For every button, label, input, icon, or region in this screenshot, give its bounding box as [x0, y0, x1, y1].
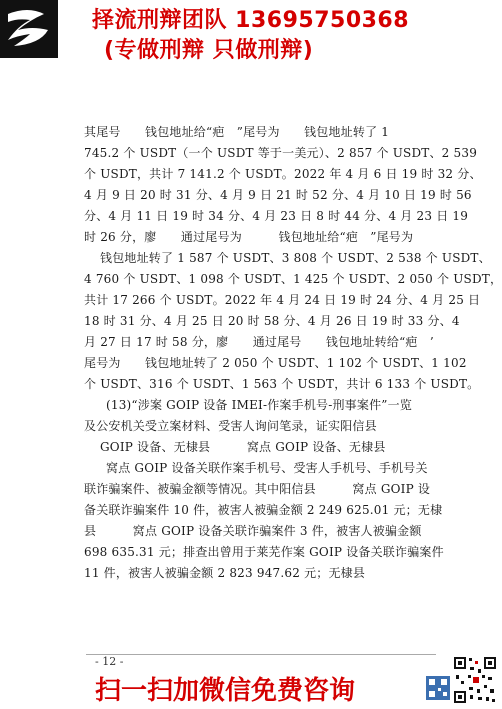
banner-title: 择流刑辩团队 13695750368 — [92, 8, 410, 33]
doc-line: 745.2 个 USDT（一个 USDT 等于一美元）、2 857 个 USDT、2 539 — [84, 146, 478, 160]
doc-line: 联诈骗案件、被骗金额等情况。其中阳信县 窝点 GOIP 设 — [84, 482, 431, 496]
doc-line: 4 月 9 日 20 时 31 分、4 月 9 日 21 时 52 分、4 月 10 日 19 时 56 — [84, 188, 472, 202]
doc-line: 18 时 31 分、4 月 25 日 20 时 58 分、4 月 26 日 19 时 33 分、4 — [84, 314, 460, 328]
qr-code-icon[interactable] — [452, 655, 498, 705]
doc-line: 时 26 分，廖 通过尾号为 钱包地址给“疤 ”尾号为 — [84, 230, 414, 244]
doc-line: 4 760 个 USDT、1 098 个 USDT、1 425 个 USDT、2 050 个 USDT， — [84, 272, 502, 286]
doc-line: 分、4 月 11 日 19 时 34 分、4 月 23 日 8 时 44 分、4 月 23 日 19 — [84, 209, 469, 223]
small-qr-icon — [426, 676, 450, 700]
doc-line: 个 USDT，共计 7 141.2 个 USDT。2022 年 4 月 6 日 19 时 32 分、 — [84, 167, 482, 181]
doc-line: 其尾号 钱包地址给“疤 ”尾号为 钱包地址转了 1 — [84, 125, 390, 139]
document-body — [84, 122, 502, 584]
doc-line: 窝点 GOIP 设备关联作案手机号、受害人手机号、手机号关 — [106, 461, 428, 475]
doc-line: 11 件，被害人被骗金额 2 823 947.62 元；无棣县 — [84, 566, 366, 580]
doc-line: 698 635.31 元；排查出曾用于莱芜作案 GOIP 设备关联诈骗案件 — [84, 545, 444, 559]
wechat-cta: 扫一扫加微信免费咨询 — [95, 676, 356, 706]
brand-logo — [0, 0, 58, 58]
banner-subtitle: (专做刑辩 只做刑辩) — [104, 38, 314, 63]
doc-line: 尾号为 钱包地址转了 2 050 个 USDT、1 102 个 USDT、1 102 — [84, 356, 467, 370]
doc-line: 县 窝点 GOIP 设备关联诈骗案件 3 件，被害人被骗金额 — [84, 524, 422, 538]
doc-line: GOIP 设备、无棣县 窝点 GOIP 设备、无棣县 — [100, 440, 386, 454]
doc-line: 共计 17 266 个 USDT。2022 年 4 月 24 日 19 时 24 分、4 月 25 日 — [84, 293, 481, 307]
doc-line: 个 USDT、316 个 USDT、1 563 个 USDT，共计 6 133 个 USDT。 — [84, 377, 480, 391]
doc-line: (13)“涉案 GOIP 设备 IMEI-作案手机号-刑事案件”一览 — [106, 398, 413, 412]
page-number: - 12 - — [95, 655, 124, 668]
doc-line: 及公安机关受立案材料、受害人询问笔录，证实阳信县 — [84, 419, 377, 433]
doc-line: 钱包地址转了 1 587 个 USDT、3 808 个 USDT、2 538 个 USDT、 — [100, 251, 491, 265]
footer-divider — [86, 654, 436, 655]
doc-line: 月 27 日 17 时 58 分，廖 通过尾号 钱包地址转给“疤 ’ — [84, 335, 434, 349]
doc-line: 备关联诈骗案件 10 件，被害人被骗金额 2 249 625.01 元；无棣 — [84, 503, 443, 517]
